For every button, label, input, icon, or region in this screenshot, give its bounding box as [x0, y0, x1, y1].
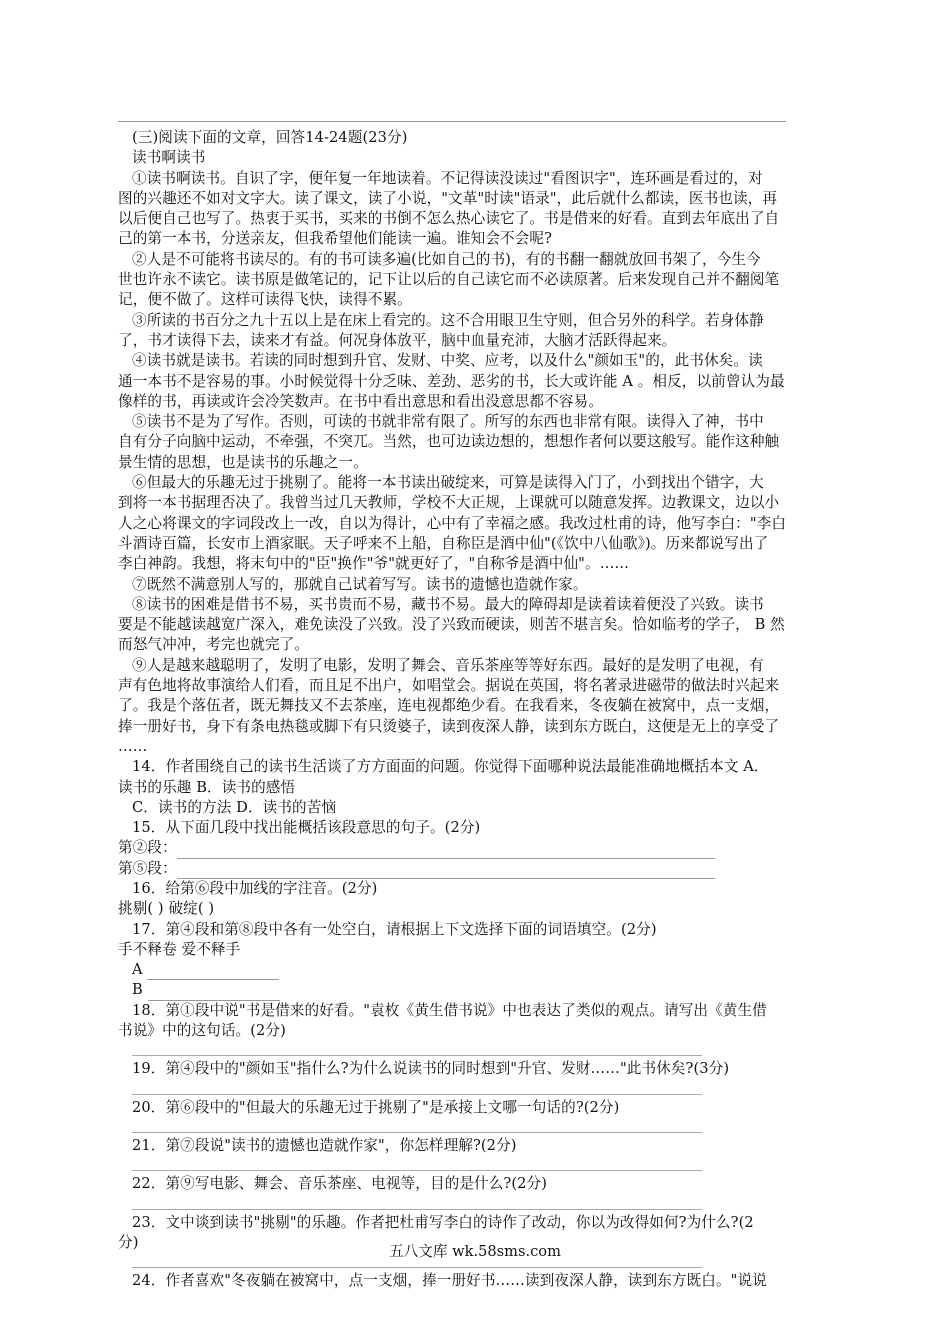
- paragraph-5-line: 景生情的思想，也是读书的乐趣之一。: [118, 453, 368, 471]
- question-20: 20．第⑥段中的"但最大的乐趣无过于挑剔了"是承接上文哪一句话的?(2分): [132, 1098, 620, 1116]
- question-17-blank-b: [118, 980, 863, 1000]
- paragraph-3-line: ③所读的书百分之九十五以上是在床上看完的。这不合用眼卫生守则，但合另外的科学。若身体静: [132, 311, 764, 329]
- paragraph-4-line: 通一本书不是容易的事。小时候觉得十分乏味、差劲、恶劣的书，长大或许能 A 。相反，以前曾认为最: [118, 372, 785, 390]
- question-14-line-1: 14．作者围绕自己的读书生活谈了方方面面的问题。你觉得下面哪种说法最能准确地概括本文 A．: [132, 758, 769, 776]
- article-title: 读书啊读书: [132, 149, 206, 167]
- answer-rule: [132, 1080, 702, 1095]
- paragraph-1-line: 己的第一本书，分送亲友，但我希望他们能读一遍。谁知会不会呢?: [118, 230, 553, 248]
- answer-rule: [132, 1156, 702, 1171]
- question-21: 21．第⑦段说"读书的遗憾也造就作家"，你怎样理解?(2分): [132, 1136, 517, 1154]
- question-15-label-p5: 第⑤段：: [118, 859, 177, 877]
- article-paragraphs: [118, 169, 863, 758]
- question-23-line-1: 23．文中谈到读书"挑剔"的乐趣。作者把杜甫写李白的诗作了改动，你以为改得如何?为什么?(2: [132, 1213, 754, 1231]
- paragraph-8-line: 要是不能越读越宽广深入，难免读没了兴致。没了兴致而硬读，则苦不堪言矣。恰如临考的学子， B 然: [118, 616, 785, 634]
- section-header: (三)阅读下面的文章，回答14-24题(23分): [132, 129, 408, 146]
- question-18-line-1: 18．第①段中说"书是借来的好看。"袁枚《黄生借书说》中也表达了类似的观点。请写出《黄生借: [132, 1001, 767, 1019]
- paragraph-3-line: 了，书才读得下去，读来才有益。何况身体放平，脑中血量充沛，大脑才活跃得起来。: [118, 331, 677, 349]
- paragraph-8-line: 而怒气冲冲，考完也就完了。: [118, 636, 310, 654]
- paragraph-8-line: ⑧读书的困难是借书不易，买书贵而不易，藏书不易。最大的障碍却是读着读着便没了兴致。读书: [132, 595, 764, 613]
- question-16: 16．给第⑥段中加线的字注音。(2分): [132, 879, 378, 897]
- paragraph-6-line: 斗酒诗百篇，长安市上酒家眠。天子呼来不上船，自称臣是酒中仙"(《饮中八仙歌》)。历来都说写出了: [118, 534, 769, 552]
- answer-rule: [132, 1118, 702, 1133]
- paragraph-4-line: 像样的书，再读或许会冷笑数声。在书中看出意思和看出没意思都不容易。: [118, 392, 603, 410]
- paragraph-6-line: 李白神韵。我想，将末句中的"臣"换作"爷"就更好了，"自称爷是酒中仙"。……: [118, 555, 630, 573]
- paragraph-6-line: ⑥但最大的乐趣无过于挑剔了。能将一本书读出破绽来，可算是读得入门了，小到找出个错字，大: [132, 474, 764, 492]
- answer-rule: [132, 1195, 702, 1210]
- paragraph-2-line: 记，便不做了。这样可读得飞快，读得不累。: [118, 291, 412, 309]
- paragraph-2-line: ②人是不可能将书读尽的。有的书可读多遍(比如自己的书)，有的书翻一翻就放回书架了，今生今: [132, 250, 761, 268]
- paragraph-5-line: ⑤读书不是为了写作。否则，可读的书就非常有限了。所写的东西也非常有限。读得入了神，书中: [132, 413, 764, 431]
- answer-blank: [147, 965, 279, 980]
- question-15-answer-p5: [118, 859, 863, 879]
- question-24: 24．作者喜欢"冬夜躺在被窝中，点一支烟，捧一册好书……读到夜深人静，读到东方既白。"说说: [132, 1272, 767, 1290]
- answer-blank: [177, 844, 715, 859]
- question-14-line-3: C．读书的方法 D．读书的苦恼: [132, 798, 337, 816]
- question-23-line-2: 分): [118, 1233, 139, 1251]
- answer-blank: [148, 986, 280, 1001]
- question-15: 15．从下面几段中找出能概括该段意思的句子。(2分): [132, 819, 481, 837]
- questions: [118, 757, 863, 1291]
- question-17-words: 手不释卷 爱不释手: [118, 940, 241, 958]
- paragraph-9-line: 捧一册好书，身下有条电热毯或脚下有只烫婆子，读到夜深人静，读到东方既白，这便是无上的享受了: [118, 717, 780, 735]
- question-15-answer-p2: [118, 838, 863, 858]
- question-19: 19．第④段中的"颜如玉"指什么?为什么说读书的同时想到"升官、发财……"此书休矣?(3分): [132, 1060, 730, 1078]
- paragraph-1-line: 图的兴趣还不如对文字大。读了课文，读了小说，"文革"时读"语录"，此后就什么都读，医书也读，再: [118, 189, 778, 207]
- paragraph-6-line: 到将一本书据理否决了。我曾当过几天教师，学校不大正规，上课就可以随意发挥。边教课文，边以小: [118, 494, 780, 512]
- footer-watermark: 五八文库 wk.58sms.com: [389, 1243, 561, 1260]
- paragraph-7-line: ⑦既然不满意别人写的，那就自己试着写写。读书的遗憾也造就作家。: [132, 575, 588, 593]
- top-divider: [118, 121, 786, 122]
- paragraph-1-line: ①读书啊读书。自识了字，便年复一年地读着。不记得读没读过"看图识字"，连环画是看过的，对: [132, 169, 763, 187]
- question-18-line-2: 书说》中的这句话。(2分): [118, 1022, 286, 1040]
- paragraph-9-line: ⑨人是越来越聪明了，发明了电影，发明了舞会、音乐茶座等等好东西。最好的是发明了电视，有: [132, 656, 764, 674]
- paragraph-5-line: 自有分子向脑中运动，不牵强，不突兀。当然，也可边读边想的，想想作者何以要这般写。能作这种触: [118, 433, 780, 451]
- question-22: 22．第⑨写电影、舞会、音乐茶座、电视等，目的是什么?(2分): [132, 1175, 548, 1193]
- question-15-label-p2: 第②段：: [118, 839, 177, 857]
- answer-blank: [177, 864, 715, 879]
- question-17-label-a: A: [132, 961, 143, 979]
- question-17-label-b: B: [132, 981, 143, 999]
- paragraph-1-line: 以后便自己也写了。热衷于买书，买来的书倒不怎么热心读它了。书是借来的好看。直到去年底出了自: [118, 210, 780, 228]
- paragraph-6-line: 人之心将课文的字词段改上一改，自以为得计，心中有了幸福之感。我改过杜甫的诗，他写李白："李白: [118, 514, 787, 532]
- paragraph-9-line: 声有色地将故事演给人们看，而且足不出户，如唱堂会。据说在英国，将名著录进磁带的做法时兴起来: [118, 677, 780, 695]
- question-16-words: 挑剔( ) 破绽( ): [118, 900, 215, 918]
- question-14-line-2: 读书的乐趣 B．读书的感悟: [118, 778, 296, 796]
- paragraph-9-line: ……: [118, 737, 148, 755]
- paragraph-4-line: ④读书就是读书。若读的同时想到升官、发财、中奖、应考，以及什么"颜如玉"的，此书休矣。读: [132, 352, 763, 370]
- document-body: [118, 128, 863, 1291]
- paragraph-2-line: 世也许永不读它。读书原是做笔记的，记下让以后的自己读它而不必读原著。后来发现自己并不翻阅笔: [118, 271, 780, 289]
- question-17: 17．第④段和第⑧段中各有一处空白，请根据上下文选择下面的词语填空。(2分): [132, 920, 657, 938]
- question-17-blank-a: [118, 960, 863, 980]
- paragraph-9-line: 了。我是个落伍者，既无舞技又不去茶座，连电视都绝少看。在我看来，冬夜躺在被窝中，点一支烟，: [118, 697, 780, 715]
- answer-rule: [132, 1041, 702, 1056]
